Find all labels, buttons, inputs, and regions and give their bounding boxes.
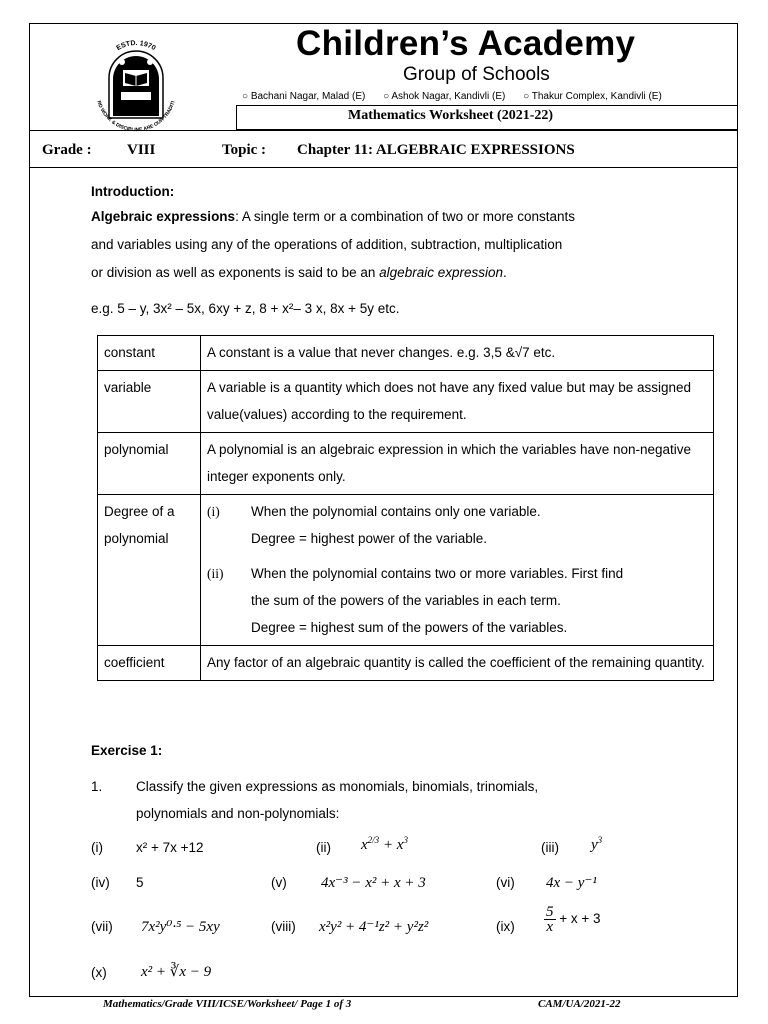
- item-expression: x²y² + 4⁻¹z² + y²z²: [319, 919, 429, 935]
- school-logo: [85, 30, 187, 132]
- degree-case-number: (ii): [207, 566, 224, 581]
- item-expression: [591, 837, 602, 854]
- intro-examples: e.g. 5 – y, 3x² – 5x, 6xy + z, 8 + x²– 3 x, 8x + 5y etc.: [91, 301, 400, 316]
- school-subtitle: Group of Schools: [403, 64, 550, 85]
- intro-line-1-text: : A single term or a combination of two or more constants: [235, 209, 575, 224]
- degree-case-line: Degree = highest sum of the powers of the variables.: [251, 620, 568, 635]
- expr-exponent: 3: [597, 835, 603, 845]
- topic-label: Topic :: [222, 142, 267, 158]
- branch-item: ○ Ashok Nagar, Kandivli (E): [383, 91, 506, 102]
- school-name: Children’s Academy: [296, 24, 636, 63]
- expr-base: x: [361, 837, 368, 853]
- definition-text: Any factor of an algebraic quantity is called the coefficient of the remaining quantity.: [201, 646, 714, 681]
- item-label: (iv): [91, 875, 110, 890]
- item-label: (vi): [496, 875, 515, 890]
- definition-term: variable: [98, 371, 201, 433]
- degree-case-i: [207, 498, 707, 552]
- degree-case-line: Degree = highest power of the variable.: [251, 531, 488, 546]
- branch-list: [242, 91, 677, 102]
- grade-row-divider: [29, 167, 738, 168]
- intro-italic-term: algebraic expression: [379, 265, 503, 280]
- topic-value: Chapter 11: ALGEBRAIC EXPRESSIONS: [297, 142, 575, 158]
- item-expression: 4x⁻³ − x² + x + 3: [321, 875, 426, 891]
- item-label: (i): [91, 840, 103, 855]
- branch-item: ○ Bachani Nagar, Malad (E): [242, 91, 366, 102]
- item-expression: x² + 7x +12: [136, 840, 204, 855]
- table-row: [98, 495, 714, 646]
- degree-case-line: When the polynomial contains only one variable.: [251, 504, 541, 519]
- item-label: (iii): [541, 840, 559, 855]
- item-label: (x): [91, 965, 107, 980]
- grade-value: VIII: [127, 142, 156, 158]
- intro-line-2: and variables using any of the operations of addition, subtraction, multiplication: [91, 237, 563, 252]
- expr-base: y: [591, 837, 598, 853]
- definition-term: constant: [98, 336, 201, 371]
- fraction-numerator: 5: [546, 904, 554, 920]
- branch-item: ○ Thakur Complex, Kandivli (E): [523, 91, 662, 102]
- item-label: (vii): [91, 919, 113, 934]
- question-line-2: polynomials and non-polynomials:: [136, 806, 340, 821]
- item-expression: [361, 837, 408, 854]
- definition-term: polynomial: [98, 433, 201, 495]
- logo-estd-text: ESTD. 1970: [115, 39, 157, 53]
- intro-term: Algebraic expressions: [91, 209, 236, 224]
- definition-term: [98, 495, 201, 646]
- degree-case-ii: [207, 560, 707, 641]
- item-expression: x² + ∛x − 9: [141, 964, 212, 980]
- expr-rest: + x: [382, 837, 404, 853]
- logo-motto-text: RD WORK & DISCIPLINE ARE OUR TRADITI: [95, 100, 177, 132]
- intro-line-3-end: .: [503, 265, 507, 280]
- expr-rest: + x + 3: [559, 910, 601, 926]
- intro-line-3: [91, 265, 507, 280]
- degree-term-line-1: Degree of a: [104, 504, 175, 519]
- definition-term: coefficient: [98, 646, 201, 681]
- table-row: [98, 371, 714, 433]
- definitions-table: [97, 335, 714, 681]
- fraction-denominator: x: [546, 919, 554, 935]
- item-label: (ii): [316, 840, 331, 855]
- item-expression: 7x²y⁰·⁵ − 5xy: [141, 919, 220, 935]
- degree-term-line-2: polynomial: [104, 531, 169, 546]
- fraction: [544, 905, 556, 934]
- question-line-1: Classify the given expressions as monomials, binomials, trinomials,: [136, 779, 539, 794]
- degree-case-line: When the polynomial contains two or more variables. First find: [251, 566, 624, 581]
- item-label: (v): [271, 875, 287, 890]
- footer-right: CAM/UA/2021-22: [538, 998, 621, 1010]
- item-expression: [544, 905, 601, 934]
- question-number: 1.: [91, 779, 103, 794]
- definition-text: A variable is a quantity which does not have any fixed value but may be assigned value(values) according to the requirement.: [201, 371, 714, 433]
- worksheet-title: Mathematics Worksheet (2021-22): [348, 108, 554, 123]
- intro-line-1: [91, 209, 575, 224]
- intro-heading: Introduction:: [91, 184, 175, 199]
- intro-line-3-text: or division as well as exponents is said to be an: [91, 265, 380, 280]
- table-row: [98, 336, 714, 371]
- definition-text: A polynomial is an algebraic expression in which the variables have non-negative integer exponents only.: [201, 433, 714, 495]
- footer-left: Mathematics/Grade VIII/ICSE/Worksheet/ Page 1 of 3: [103, 998, 352, 1010]
- degree-case-number: (i): [207, 504, 220, 519]
- item-expression: 4x − y⁻¹: [546, 875, 597, 891]
- definition-text: [201, 495, 714, 646]
- table-row: [98, 433, 714, 495]
- table-row: [98, 646, 714, 681]
- item-label: (viii): [271, 919, 296, 934]
- item-expression: 5: [136, 875, 144, 890]
- item-label: (ix): [496, 919, 515, 934]
- grade-label: Grade :: [42, 142, 92, 158]
- definition-text: A constant is a value that never changes. e.g. 3,5 &√7 etc.: [201, 336, 714, 371]
- degree-case-line: the sum of the powers of the variables in each term.: [251, 593, 561, 608]
- exercise-heading: Exercise 1:: [91, 743, 163, 758]
- expr-exponent: 3: [403, 835, 408, 845]
- expr-exponent: 2/3: [367, 835, 380, 845]
